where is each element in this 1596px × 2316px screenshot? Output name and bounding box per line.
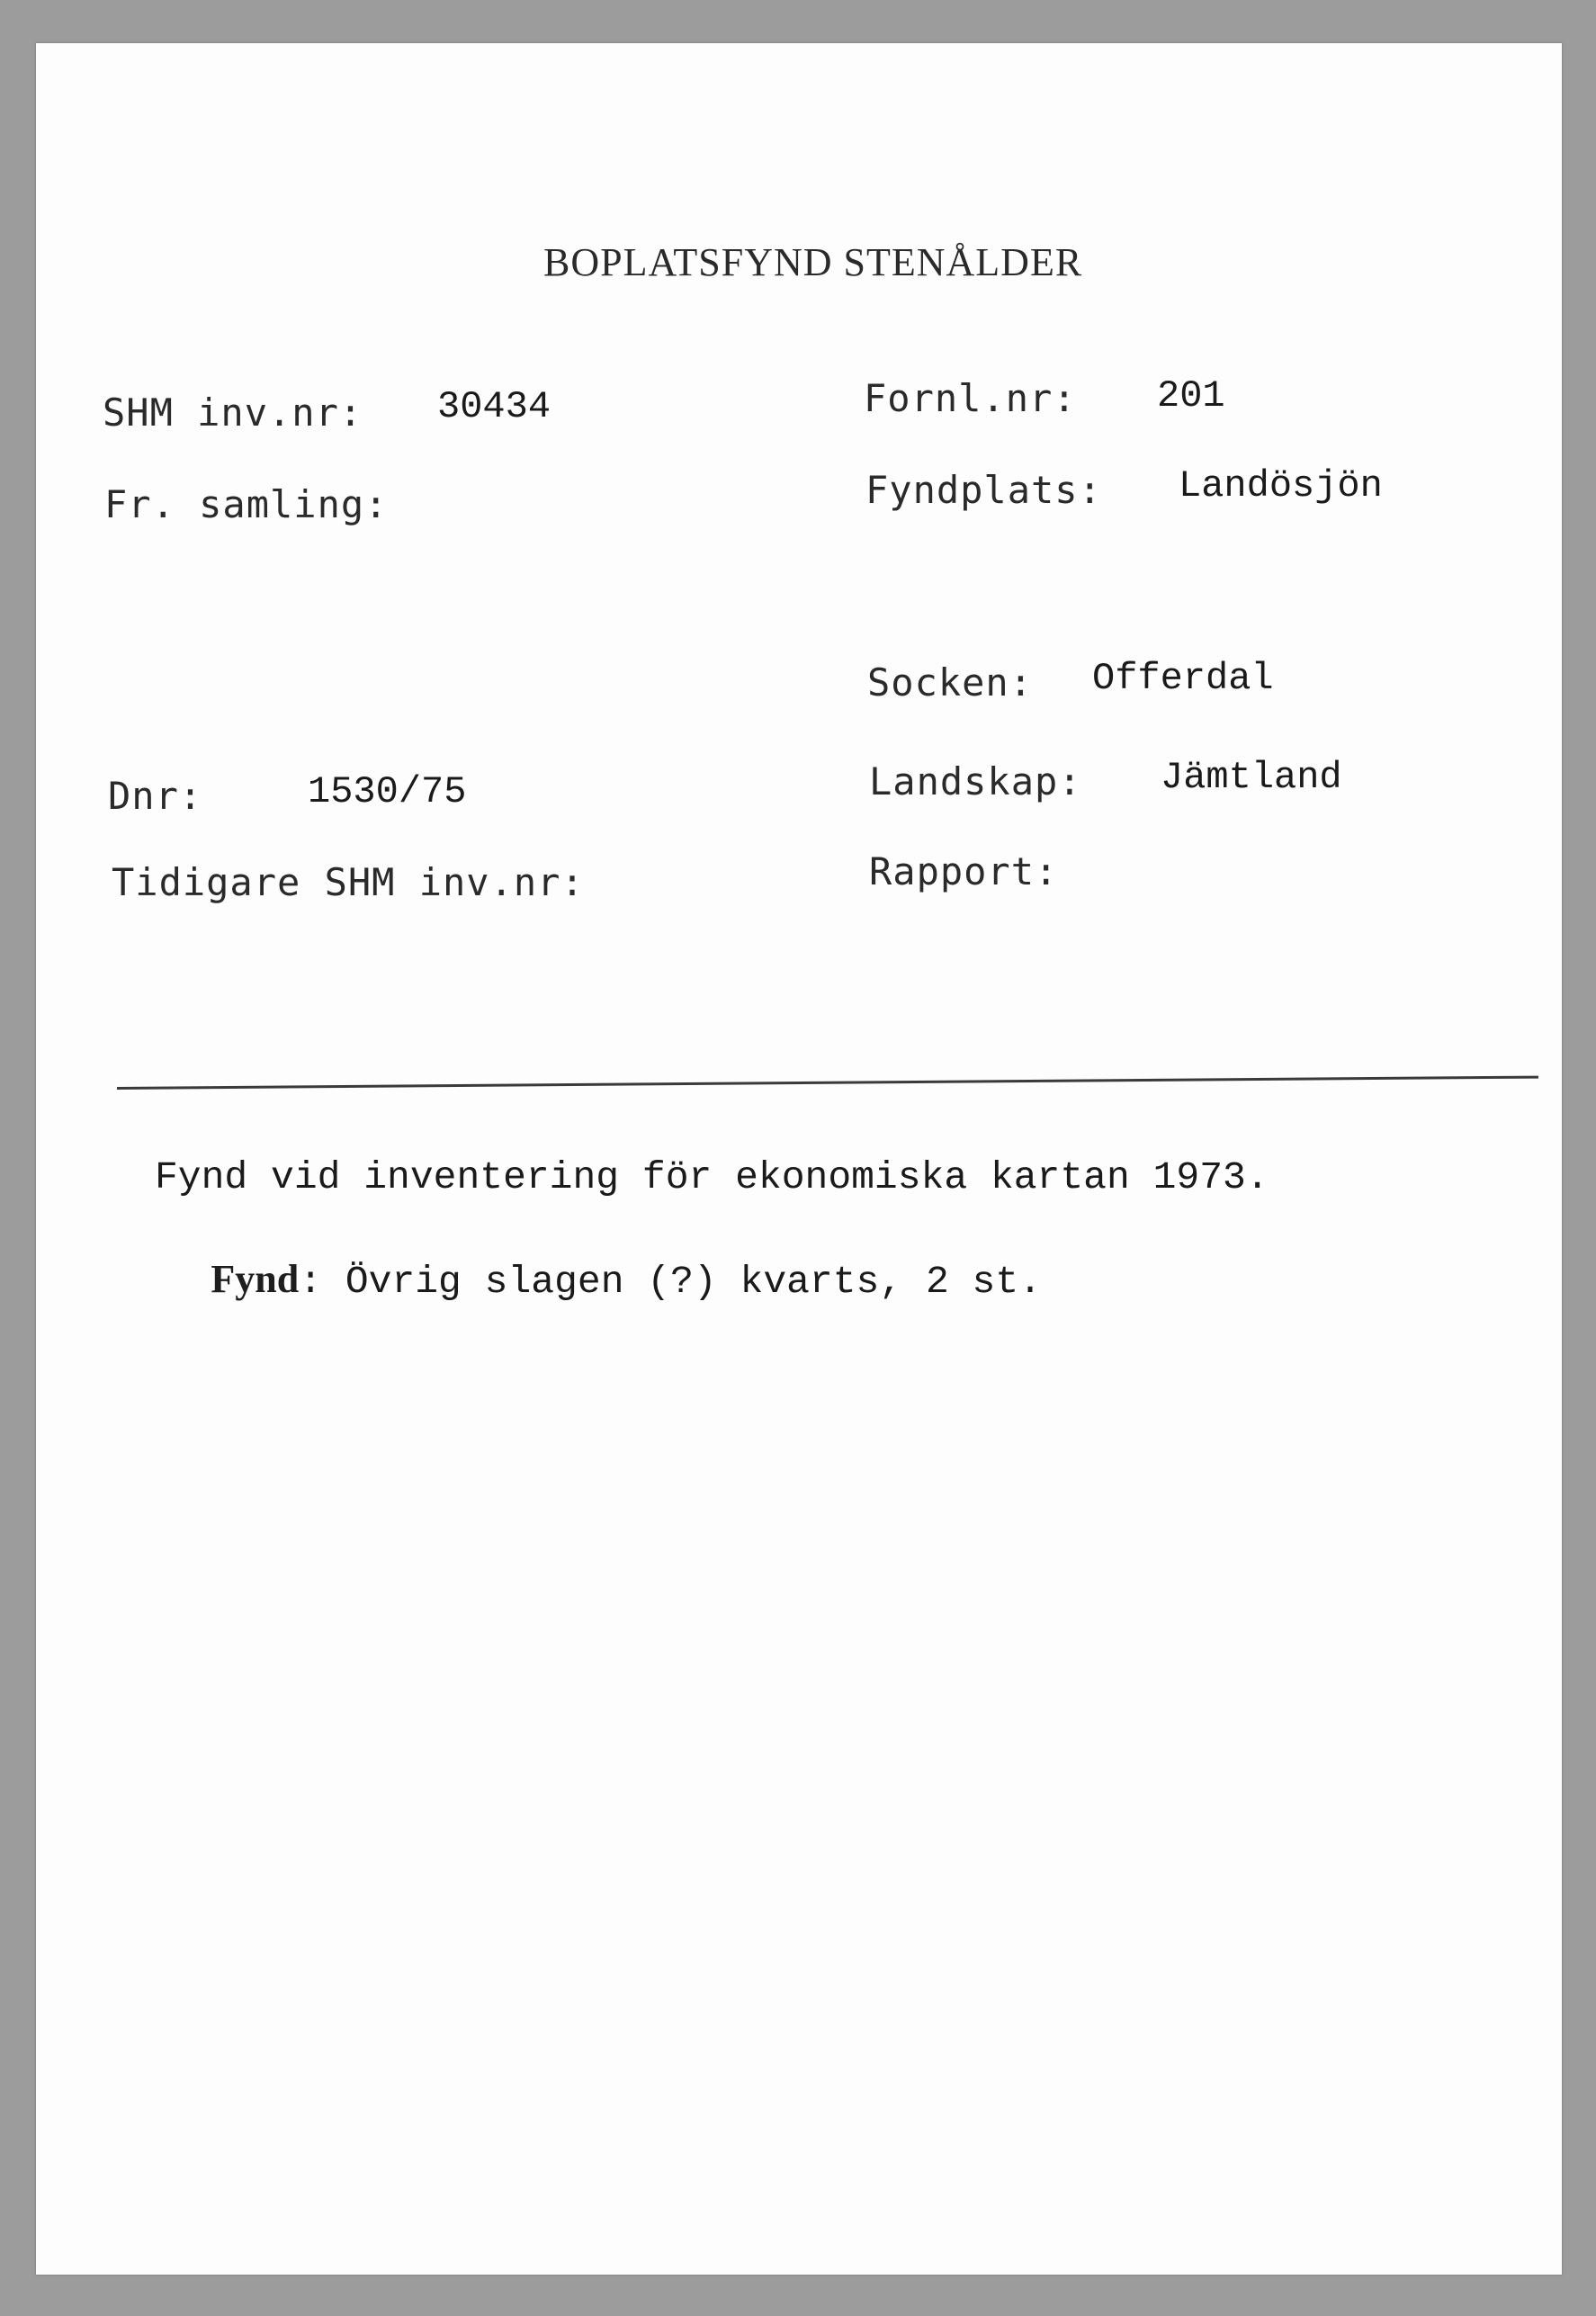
dnr-label: Dnr: (108, 774, 203, 818)
landskap-value: Jämtland (1161, 756, 1342, 799)
note-line: Fynd vid inventering för ekonomiska kartan 1973. (155, 1155, 1269, 1199)
socken-value: Offerdal (1092, 657, 1274, 700)
tidigare-shm-inv-label: Tidigare SHM inv.nr: (112, 860, 585, 904)
socken-label: Socken: (867, 660, 1034, 705)
fyndplats-label: Fyndplats: (865, 468, 1102, 512)
fynd-value: : Övrig slagen (?) kvarts, 2 st. (299, 1260, 1042, 1304)
divider-line (117, 1076, 1538, 1090)
rapport-label: Rapport: (869, 849, 1059, 893)
fyndplats-value: Landösjön (1179, 464, 1383, 507)
fornl-label: Fornl.nr: (864, 376, 1077, 420)
card-title: BOPLATSFYND STENÅLDER (543, 240, 1083, 284)
catalog-card (36, 43, 1562, 2275)
fynd-line (176, 1240, 1042, 1320)
dnr-value: 1530/75 (308, 770, 467, 813)
landskap-label: Landskap: (869, 759, 1082, 803)
fynd-label: Fynd (211, 1257, 300, 1301)
shm-inv-value: 30434 (437, 385, 551, 428)
shm-inv-label: SHM inv.nr: (103, 390, 363, 435)
fornl-value: 201 (1157, 374, 1225, 417)
fr-samling-label: Fr. samling: (104, 482, 389, 526)
